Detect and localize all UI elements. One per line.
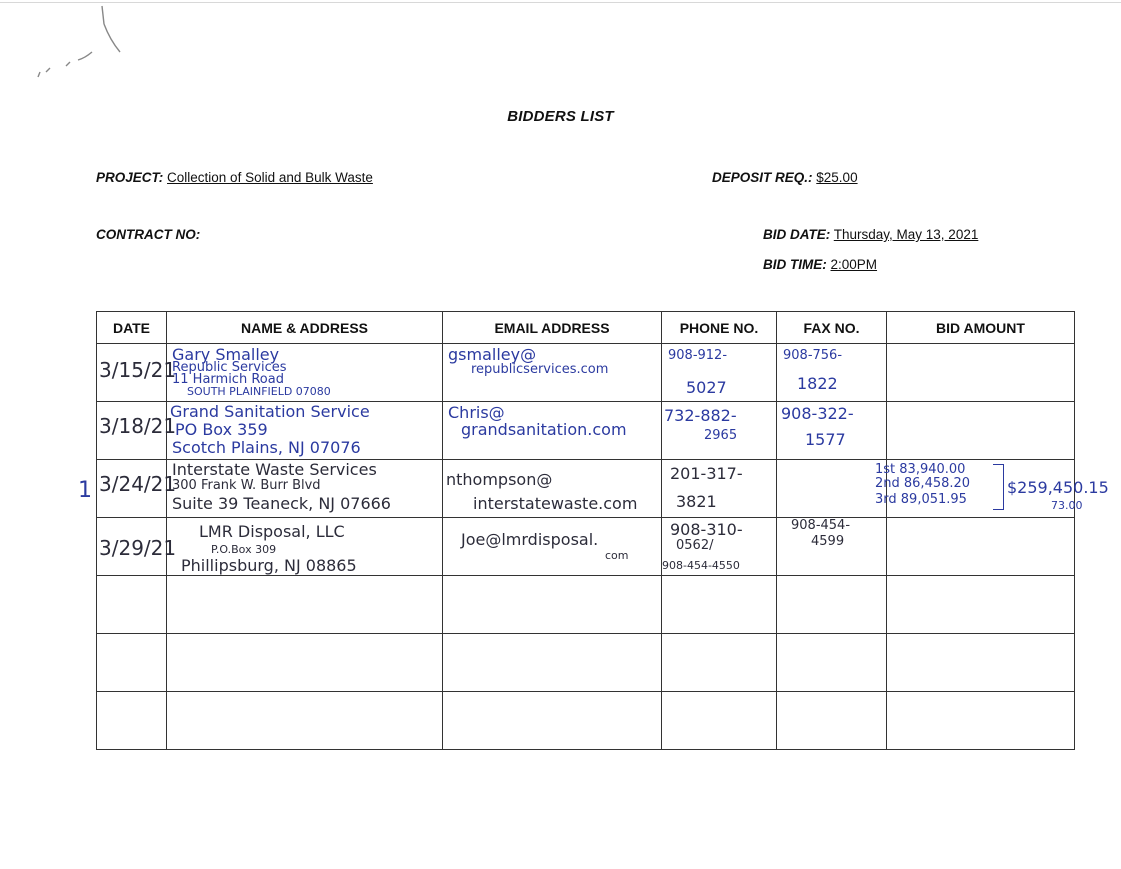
- name-cell: [167, 402, 443, 460]
- email-cell: [443, 344, 662, 402]
- bid-bracket: [993, 464, 1004, 510]
- col-name-address: NAME & ADDRESS: [167, 312, 443, 344]
- phone-cell: [662, 576, 777, 634]
- date-cell: [97, 402, 177, 460]
- bid-date-value: Thursday, May 13, 2021: [833, 227, 979, 242]
- email-cell: [443, 634, 662, 692]
- bid-cell: [875, 460, 1109, 518]
- col-date: DATE: [97, 312, 167, 344]
- fax-line-2: 4599: [811, 534, 845, 549]
- page-title: BIDDERS LIST: [507, 108, 614, 125]
- table-row-empty: [97, 576, 1075, 634]
- name-cell: [167, 576, 443, 634]
- bidder-street: 11 Harmich Road: [172, 372, 284, 387]
- email-cell: [443, 518, 662, 576]
- contract-field: [96, 227, 200, 242]
- bid-cell: [887, 634, 1075, 692]
- date-cell: [97, 460, 177, 518]
- name-cell: [167, 692, 443, 750]
- date-cell: [97, 518, 177, 576]
- bidder-name: LMR Disposal, LLC: [199, 522, 345, 541]
- phone-line-1: 201-317-: [670, 464, 743, 483]
- name-cell: [167, 634, 443, 692]
- project-field: [96, 170, 373, 185]
- bidder-street: 300 Frank W. Burr Blvd: [172, 478, 321, 493]
- phone-line-2: 5027: [686, 378, 727, 397]
- bid-note: 73.00: [1051, 499, 1083, 512]
- phone-line-2: 2965: [704, 428, 738, 443]
- email-domain: interstatewaste.com: [473, 494, 638, 513]
- bidder-name: Grand Sanitation Service: [170, 402, 370, 421]
- fax-cell: [777, 344, 887, 402]
- bid-cell: [887, 402, 1075, 460]
- bid-cell: [887, 576, 1075, 634]
- name-cell: [167, 460, 443, 518]
- phone-line-1: 908-310-: [670, 520, 743, 539]
- bid-date-field: [763, 227, 978, 242]
- col-email: EMAIL ADDRESS: [443, 312, 662, 344]
- deposit-label: DEPOSIT REQ.:: [712, 170, 813, 185]
- phone-line-1: 732-882-: [664, 406, 737, 425]
- bid-cell: [887, 692, 1075, 750]
- phone-cell: [662, 460, 777, 518]
- email-domain: republicservices.com: [471, 362, 609, 377]
- deposit-value: $25.00: [816, 170, 858, 185]
- email-user: gsmalley@: [448, 345, 537, 364]
- fax-cell: [777, 576, 887, 634]
- phone-cell: [662, 692, 777, 750]
- bid-third: 3rd 89,051.95: [875, 492, 967, 507]
- phone-cell: [662, 634, 777, 692]
- col-fax: FAX NO.: [777, 312, 887, 344]
- table-row: [97, 518, 1075, 576]
- bid-total: $259,450.15: [1007, 478, 1109, 497]
- bid-date-label: BID DATE:: [763, 227, 831, 242]
- name-cell: [167, 344, 443, 402]
- email-cell: [443, 576, 662, 634]
- date-text: 3/15/21: [99, 358, 177, 382]
- email-cell: [443, 460, 662, 518]
- table-row: [97, 344, 1075, 402]
- project-value: Collection of Solid and Bulk Waste: [167, 170, 373, 185]
- bid-cell: [887, 344, 1075, 402]
- bidders-table: [96, 311, 1109, 750]
- fax-cell: [777, 460, 887, 518]
- bidder-city: Phillipsburg, NJ 08865: [181, 556, 357, 575]
- col-bid-amount: BID AMOUNT: [887, 312, 1075, 344]
- bidder-city: Scotch Plains, NJ 07076: [172, 438, 361, 457]
- deposit-field: [712, 170, 858, 185]
- fax-line-1: 908-756-: [783, 348, 843, 363]
- bid-second: 2nd 86,458.20: [875, 476, 971, 491]
- bid-cell: [887, 518, 1075, 576]
- phone-line-1: 908-912-: [668, 348, 728, 363]
- bidder-city: Suite 39 Teaneck, NJ 07666: [172, 494, 391, 513]
- project-label: PROJECT:: [96, 170, 164, 185]
- contract-label: CONTRACT NO:: [96, 227, 201, 242]
- bidder-company: Republic Services: [172, 360, 287, 375]
- col-phone: PHONE NO.: [662, 312, 777, 344]
- date-cell: [97, 576, 167, 634]
- bid-time-value: 2:00PM: [830, 257, 878, 272]
- date-cell: [97, 634, 167, 692]
- phone-line-2: 3821: [676, 492, 717, 511]
- date-text: 3/29/21: [99, 536, 177, 560]
- bidder-name: Gary Smalley: [172, 345, 280, 364]
- fax-cell: [777, 518, 887, 576]
- email-cell: [443, 402, 662, 460]
- scan-top-edge: [0, 2, 1121, 3]
- email-user: Joe@lmrdisposal.: [461, 530, 599, 549]
- email-user: nthompson@: [446, 470, 553, 489]
- bidder-city: SOUTH PLAINFIELD 07080: [187, 385, 331, 398]
- bid-time-label: BID TIME:: [763, 257, 827, 272]
- fax-line-2: 1822: [797, 374, 838, 393]
- bid-first: 1st 83,940.00: [875, 462, 966, 477]
- date-cell: [97, 344, 177, 402]
- email-domain: com: [605, 549, 629, 562]
- phone-cell: [662, 518, 777, 576]
- name-cell: [167, 518, 443, 576]
- table-row: [97, 460, 1075, 518]
- bidder-street: P.O.Box 309: [211, 543, 277, 556]
- fax-line-1: 908-322-: [781, 404, 854, 423]
- fax-line-1: 908-454-: [791, 518, 851, 533]
- fax-cell: [777, 634, 887, 692]
- table-row-empty: [97, 634, 1075, 692]
- date-text: 3/18/21: [99, 414, 177, 438]
- email-cell: [443, 692, 662, 750]
- phone-cell: [662, 402, 777, 460]
- bidder-street: PO Box 359: [175, 420, 268, 439]
- phone-cell: [662, 344, 777, 402]
- phone-line-2: 0562/: [676, 538, 714, 553]
- table-row-empty: [97, 692, 1075, 750]
- fax-cell: [777, 692, 887, 750]
- table-row: [97, 402, 1075, 460]
- fax-line-2: 1577: [805, 430, 846, 449]
- scan-smudge-mark: [30, 2, 140, 92]
- table-header-row: [97, 312, 1075, 344]
- email-domain: grandsanitation.com: [461, 420, 627, 439]
- bid-time-field: [763, 257, 877, 272]
- bidder-name: Interstate Waste Services: [172, 460, 377, 479]
- date-text: 3/24/21: [99, 472, 177, 496]
- phone-line-3: 908-454-4550: [662, 559, 740, 572]
- bidder-number-mark: 1: [78, 478, 92, 503]
- fax-cell: [777, 402, 887, 460]
- date-cell: [97, 692, 167, 750]
- email-user: Chris@: [448, 403, 505, 422]
